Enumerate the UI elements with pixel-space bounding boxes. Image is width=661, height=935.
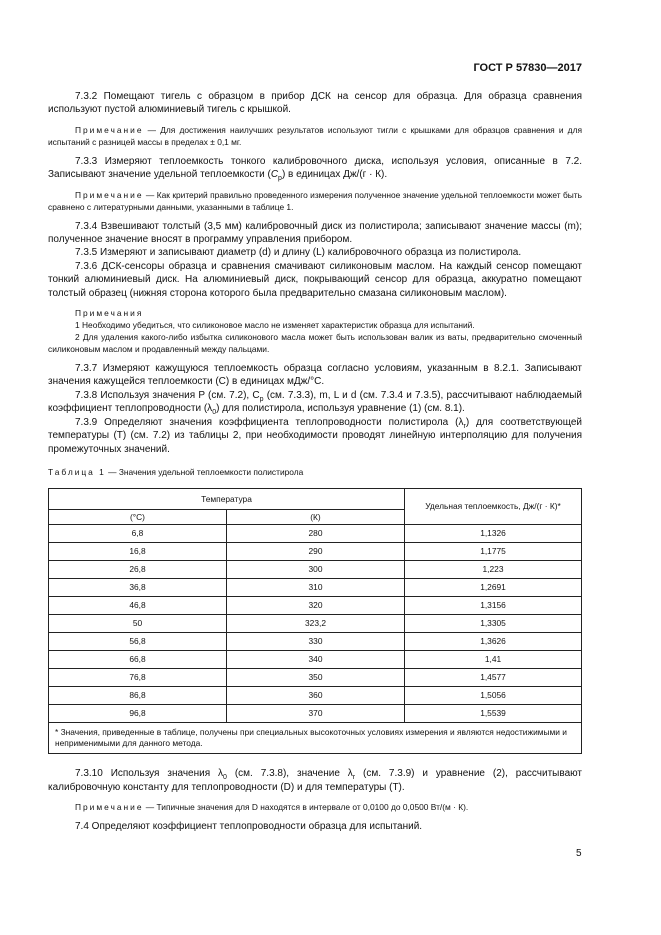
kelvin-cell: 320 [227,597,405,615]
subscript: p [259,395,264,403]
document-code: ГОСТ Р 57830—2017 [473,62,582,74]
table-row [49,669,582,687]
kelvin-cell: 300 [227,561,405,579]
celsius-cell: 36,8 [49,579,227,597]
note-2 [48,189,582,213]
paragraph-7-3-7: 7.3.7 Измеряют кажущуюся теплоемкость образца согласно условиям, указанным в 8.2.1. Записывают значения кажущейся теплоемкости (C) в единицах мДж/°С. [48,363,582,388]
celsius-cell: 50 [49,615,227,633]
specific-heat-table [48,488,582,754]
kelvin-cell: 280 [227,525,405,543]
table-header-row [49,489,582,510]
text-part: ) для соответствующей температуры (T) (см. 7.2) из таблицы 2, при необходимости проводят линейную интерполяцию для получения промежуточных значений. [48,416,583,455]
header-celsius: (°С) [49,510,227,525]
note-label: Примечание [75,802,144,813]
table-row [49,687,582,705]
table-footnote-row [49,723,582,754]
celsius-cell: 56,8 [49,633,227,651]
table-row [49,543,582,561]
kelvin-cell: 290 [227,543,405,561]
note-label: Примечание [75,189,144,200]
subscript: p [278,175,282,183]
page-content [48,90,582,834]
kelvin-cell: 370 [227,705,405,723]
note-item-2: 2 Для удаления какого-либо избытка силиконового масла может быть использован валик из ваты, предварительно смоченный силиконовым маслом и продавленный между пальцами. [48,332,582,355]
specific-heat-cell: 1,3305 [405,615,582,633]
celsius-cell: 86,8 [49,687,227,705]
paragraph-7-3-5: 7.3.5 Измеряют и записывают диаметр (d) и длину (L) калибровочного образца из полистирола. [75,247,522,259]
celsius-cell: 66,8 [49,651,227,669]
table-row [49,615,582,633]
note-3 [48,801,582,813]
kelvin-cell: 360 [227,687,405,705]
text-part: 7.3.10 Используя значения λ [75,768,224,780]
text-part: ) в единицах Дж/(г · К). [281,169,388,181]
text-part: (см. 7.3.9) и уравнение (2), рассчитывают калибровочную константу для теплопроводности (D) и для температуры (T). [48,768,582,793]
table-row [49,525,582,543]
paragraph-7-3-10 [48,767,582,794]
subscript: r [352,774,356,782]
note-1 [48,124,582,148]
table-row [49,651,582,669]
var-c: C [270,169,279,181]
note-text: — Как критерий правильно проведенного измерения полученное значение удельной теплоемкости может быть сравнено с литературными данными, указанными в таблице 1. [48,189,582,212]
specific-heat-cell: 1,3626 [405,633,582,651]
note-item-1: 1 Необходимо убедиться, что силиконовое масло не изменяет характеристик образца для испытаний. [75,320,475,331]
specific-heat-cell: 1,3156 [405,597,582,615]
celsius-cell: 46,8 [49,597,227,615]
text-part: (см. 7.3.8), значение λ [226,768,353,780]
paragraph-7-3-4: 7.3.4 Взвешивают толстый (3,5 мм) калибровочный диск из полистирола; записывают значение массы (m); полученное значение вносят в программу управления прибором. [48,220,582,246]
text-part: ) для полистирола, используя уравнение (1) (см. 8.1). [216,403,465,415]
header-temperature: Температура [49,489,405,510]
table-caption-label: Таблица 1 [48,466,106,477]
table-row [49,561,582,579]
paragraph-7-4: 7.4 Определяют коэффициент теплопроводности образца для испытаний. [75,821,423,833]
paragraph-7-3-8 [48,389,582,416]
specific-heat-cell: 1,223 [405,561,582,579]
specific-heat-cell: 1,41 [405,651,582,669]
kelvin-cell: 310 [227,579,405,597]
text-part: 7.3.3 Измеряют теплоемкость тонкого калибровочного диска, используя условия, описанные в 7.2. Записывают значение удельной теплоемкости ( [48,155,582,181]
table-row [49,705,582,723]
note-label: Примечание [75,124,144,135]
specific-heat-cell: 1,4577 [405,669,582,687]
specific-heat-cell: 1,1326 [405,525,582,543]
text-part: 7.3.8 Используя значения P (см. 7.2), C [75,389,260,401]
subscript: r [463,422,466,430]
subscript: 0 [223,774,227,782]
kelvin-cell: 323,2 [227,615,405,633]
kelvin-cell: 330 [227,633,405,651]
table-row [49,633,582,651]
specific-heat-cell: 1,2691 [405,579,582,597]
kelvin-cell: 340 [227,651,405,669]
table-row [49,579,582,597]
notes-label [48,307,582,319]
celsius-cell: 26,8 [49,561,227,579]
kelvin-cell: 350 [227,669,405,687]
notes-label-text: Примечания [75,308,144,319]
text-part: (см. 7.3.3), m, L и d (см. 7.3.4 и 7.3.5), рассчитывают наблюдаемый коэффициент теплопроводности (λ [48,389,582,415]
paragraph-7-3-9 [48,416,582,456]
note-text: — Для достижения наилучших результатов используют тигли с крышками для образцов сравнения и для испытаний с разницей массы в пределах ± 0,1 мг. [48,124,582,147]
specific-heat-cell: 1,5539 [405,705,582,723]
table-row [49,597,582,615]
header-specific-heat: Удельная теплоемкость, Дж/(г · К)* [405,489,582,525]
text-part: 7.3.9 Определяют значения коэффициента теплопроводности полистирола (λ [75,416,464,428]
table-footnote: * Значения, приведенные в таблице, получены при специальных высокоточных условиях измерения и являются недостижимыми и неприменимыми для данного метода. [49,723,582,754]
celsius-cell: 6,8 [49,525,227,543]
specific-heat-cell: 1,5056 [405,687,582,705]
paragraph-7-3-6: 7.3.6 ДСК-сенсоры образца и сравнения смачивают силиконовым маслом. На каждый сенсор помещают тонкий алюминиевый диск. На алюминиевый диск, покрывающий сенсор для образца, аккуратно помещают толстый образец (нижняя сторона которого была предварительно смазана силиконовым маслом). [48,260,582,299]
note-text: — Типичные значения для D находятся в интервале от 0,0100 до 0,0500 Вт/(м · К). [143,802,469,813]
table-caption [48,466,582,479]
paragraph-7-3-3 [48,155,582,182]
celsius-cell: 16,8 [49,543,227,561]
celsius-cell: 76,8 [49,669,227,687]
page-number: 5 [576,848,582,859]
table-body [49,525,582,723]
subscript: 0 [212,409,217,417]
table-caption-text: — Значения удельной теплоемкости полистирола [105,466,304,477]
paragraph-7-3-2: 7.3.2 Помещают тигель с образцом в прибор ДСК на сенсор для образца. Для образца сравнения используют пустой алюминиевый тигель с крышкой. [48,91,582,116]
specific-heat-cell: 1,1775 [405,543,582,561]
celsius-cell: 96,8 [49,705,227,723]
header-kelvin: (К) [227,510,405,525]
